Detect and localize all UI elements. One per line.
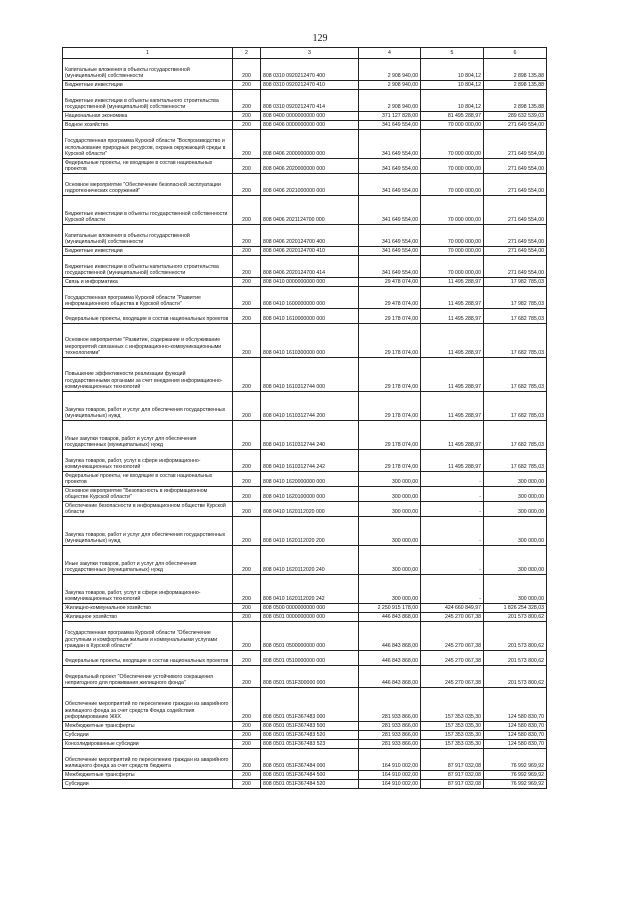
row-budget-code-cell: 808 0410 1620112020 200 <box>261 517 359 546</box>
row-line-code-cell: 200 <box>233 256 261 278</box>
table-row <box>63 666 547 688</box>
table-row <box>63 174 547 196</box>
row-remaining-amount-cell: 201 573 800,62 <box>484 651 547 666</box>
row-remaining-amount-cell: 271 649 554,00 <box>484 196 547 225</box>
row-executed-amount-cell: 70 000 000,00 <box>421 174 484 196</box>
row-budget-code-cell: 808 0501 051F367484 500 <box>261 771 359 780</box>
row-approved-amount-cell: 446 843 868,00 <box>359 622 421 651</box>
row-executed-amount-cell: 11 495 288,97 <box>421 392 484 421</box>
row-executed-amount-cell: - <box>421 487 484 502</box>
row-executed-amount-cell: 11 495 288,97 <box>421 450 484 472</box>
row-remaining-amount-cell: 271 649 554,00 <box>484 121 547 130</box>
table-row <box>63 256 547 278</box>
row-name-cell: Федеральные проекты, не входящие в состав национальных проектов <box>63 159 233 174</box>
row-name-cell: Бюджетные инвестиции <box>63 247 233 256</box>
table-row <box>63 487 547 502</box>
row-budget-code-cell: 808 0406 2020124700 414 <box>261 256 359 278</box>
row-name-cell: Федеральные проекты, не входящие в состав национальных проектов <box>63 472 233 487</box>
row-approved-amount-cell: 341 649 554,00 <box>359 159 421 174</box>
row-remaining-amount-cell: 17 682 785,03 <box>484 358 547 392</box>
row-budget-code-cell: 808 0310 0920212470 414 <box>261 90 359 112</box>
row-budget-code-cell: 808 0406 2021124700 000 <box>261 196 359 225</box>
row-remaining-amount-cell: 201 573 800,62 <box>484 622 547 651</box>
row-approved-amount-cell: 29 178 074,00 <box>359 421 421 450</box>
row-remaining-amount-cell: 124 580 830,70 <box>484 688 547 722</box>
row-line-code-cell: 200 <box>233 604 261 613</box>
row-line-code-cell: 200 <box>233 112 261 121</box>
row-line-code-cell: 200 <box>233 517 261 546</box>
row-executed-amount-cell: 70 000 000,00 <box>421 130 484 159</box>
row-executed-amount-cell: 245 270 067,38 <box>421 622 484 651</box>
row-remaining-amount-cell: 17 682 785,03 <box>484 309 547 324</box>
row-approved-amount-cell: 281 933 866,00 <box>359 688 421 722</box>
row-approved-amount-cell: 446 843 868,00 <box>359 613 421 622</box>
row-budget-code-cell: 808 0410 1620100000 000 <box>261 487 359 502</box>
row-budget-code-cell: 808 0410 1610312744 242 <box>261 450 359 472</box>
row-approved-amount-cell: 29 178 074,00 <box>359 324 421 358</box>
row-name-cell: Консолидированные субсидии <box>63 740 233 749</box>
row-approved-amount-cell: 281 933 866,00 <box>359 740 421 749</box>
row-executed-amount-cell: - <box>421 472 484 487</box>
row-remaining-amount-cell: 17 682 785,03 <box>484 392 547 421</box>
row-approved-amount-cell: 29 478 074,00 <box>359 287 421 309</box>
table-row <box>63 780 547 789</box>
row-budget-code-cell: 808 0501 051F367484 520 <box>261 780 359 789</box>
row-budget-code-cell: 808 0310 0920212470 410 <box>261 81 359 90</box>
table-row <box>63 247 547 256</box>
row-name-cell: Федеральный проект "Обеспечение устойчивого сокращения непригодного для проживания жилищного фонда" <box>63 666 233 688</box>
row-remaining-amount-cell: 271 649 554,00 <box>484 130 547 159</box>
row-approved-amount-cell: 29 178 074,00 <box>359 309 421 324</box>
row-remaining-amount-cell: 271 649 554,00 <box>484 225 547 247</box>
row-name-cell: Бюджетные инвестиции в объекты капитального строительства государственной (муниципальной) собственности <box>63 90 233 112</box>
table-row <box>63 112 547 121</box>
row-line-code-cell: 200 <box>233 278 261 287</box>
row-line-code-cell: 200 <box>233 688 261 722</box>
table-row <box>63 196 547 225</box>
row-approved-amount-cell: 164 910 002,00 <box>359 771 421 780</box>
row-line-code-cell: 200 <box>233 722 261 731</box>
row-executed-amount-cell: 157 353 035,30 <box>421 731 484 740</box>
row-budget-code-cell: 808 0406 2000000000 000 <box>261 130 359 159</box>
row-approved-amount-cell: 300 000,00 <box>359 502 421 517</box>
row-executed-amount-cell: 10 804,12 <box>421 90 484 112</box>
row-approved-amount-cell: 300 000,00 <box>359 575 421 604</box>
row-remaining-amount-cell: 76 992 969,92 <box>484 780 547 789</box>
row-remaining-amount-cell: 300 000,00 <box>484 546 547 575</box>
row-budget-code-cell: 808 0500 0000000000 000 <box>261 604 359 613</box>
row-budget-code-cell: 808 0410 1610312744 000 <box>261 358 359 392</box>
row-line-code-cell: 200 <box>233 472 261 487</box>
row-name-cell: Межбюджетные трансферты <box>63 722 233 731</box>
row-remaining-amount-cell: 1 826 254 328,03 <box>484 604 547 613</box>
table-row <box>63 771 547 780</box>
column-header: 5 <box>421 48 484 59</box>
table-row <box>63 575 547 604</box>
row-approved-amount-cell: 300 000,00 <box>359 546 421 575</box>
table-row <box>63 546 547 575</box>
row-line-code-cell: 200 <box>233 130 261 159</box>
row-budget-code-cell: 808 0410 1610300000 000 <box>261 324 359 358</box>
row-line-code-cell: 200 <box>233 59 261 81</box>
row-remaining-amount-cell: 17 682 785,03 <box>484 324 547 358</box>
row-remaining-amount-cell: 300 000,00 <box>484 472 547 487</box>
budget-execution-table <box>62 47 547 789</box>
row-approved-amount-cell: 29 178 074,00 <box>359 450 421 472</box>
row-budget-code-cell: 808 0410 0000000000 000 <box>261 278 359 287</box>
row-executed-amount-cell: 70 000 000,00 <box>421 247 484 256</box>
row-executed-amount-cell: 11 495 288,97 <box>421 358 484 392</box>
row-name-cell: Жилищно-коммунальное хозяйство <box>63 604 233 613</box>
row-budget-code-cell: 808 0410 1620112020 000 <box>261 502 359 517</box>
row-budget-code-cell: 808 0406 0000000000 000 <box>261 121 359 130</box>
row-approved-amount-cell: 341 649 554,00 <box>359 121 421 130</box>
row-executed-amount-cell: 11 495 288,97 <box>421 324 484 358</box>
row-executed-amount-cell: 10 804,12 <box>421 59 484 81</box>
row-line-code-cell: 200 <box>233 81 261 90</box>
column-header: 6 <box>484 48 547 59</box>
row-approved-amount-cell: 341 649 554,00 <box>359 225 421 247</box>
table-row <box>63 392 547 421</box>
row-approved-amount-cell: 164 910 002,00 <box>359 780 421 789</box>
row-budget-code-cell: 808 0501 051F367483 500 <box>261 722 359 731</box>
row-line-code-cell: 200 <box>233 90 261 112</box>
row-executed-amount-cell: 87 917 032,08 <box>421 780 484 789</box>
table-row <box>63 688 547 722</box>
row-remaining-amount-cell: 201 573 800,62 <box>484 613 547 622</box>
row-executed-amount-cell: 157 353 035,30 <box>421 740 484 749</box>
row-remaining-amount-cell: 271 649 554,00 <box>484 159 547 174</box>
row-line-code-cell: 200 <box>233 121 261 130</box>
row-remaining-amount-cell: 271 649 554,00 <box>484 256 547 278</box>
row-executed-amount-cell: 87 917 032,08 <box>421 749 484 771</box>
column-header: 4 <box>359 48 421 59</box>
row-approved-amount-cell: 371 127 828,00 <box>359 112 421 121</box>
row-approved-amount-cell: 341 649 554,00 <box>359 174 421 196</box>
row-line-code-cell: 200 <box>233 225 261 247</box>
table-row <box>63 740 547 749</box>
row-approved-amount-cell: 341 649 554,00 <box>359 130 421 159</box>
row-remaining-amount-cell: 300 000,00 <box>484 517 547 546</box>
row-line-code-cell: 200 <box>233 502 261 517</box>
row-executed-amount-cell: - <box>421 502 484 517</box>
row-approved-amount-cell: 2 250 915 178,00 <box>359 604 421 613</box>
row-remaining-amount-cell: 271 649 554,00 <box>484 174 547 196</box>
table-row <box>63 604 547 613</box>
table-row <box>63 749 547 771</box>
row-approved-amount-cell: 300 000,00 <box>359 517 421 546</box>
row-executed-amount-cell: 11 495 288,97 <box>421 287 484 309</box>
row-budget-code-cell: 808 0501 051F367483 520 <box>261 731 359 740</box>
row-budget-code-cell: 808 0501 0510000000 000 <box>261 651 359 666</box>
row-remaining-amount-cell: 124 580 830,70 <box>484 722 547 731</box>
row-budget-code-cell: 808 0400 0000000000 000 <box>261 112 359 121</box>
row-executed-amount-cell: 70 000 000,00 <box>421 256 484 278</box>
row-budget-code-cell: 808 0406 2020124700 400 <box>261 225 359 247</box>
row-name-cell: Межбюджетные трансферты <box>63 771 233 780</box>
row-budget-code-cell: 808 0406 2021000000 000 <box>261 174 359 196</box>
row-budget-code-cell: 808 0501 051F367484 000 <box>261 749 359 771</box>
row-approved-amount-cell: 29 178 074,00 <box>359 358 421 392</box>
row-executed-amount-cell: 424 660 849,97 <box>421 604 484 613</box>
row-line-code-cell: 200 <box>233 174 261 196</box>
row-line-code-cell: 200 <box>233 780 261 789</box>
row-executed-amount-cell: - <box>421 575 484 604</box>
row-name-cell: Закупка товаров, работ, услуг в сфере информационно-коммуникационных технологий <box>63 575 233 604</box>
table-row <box>63 278 547 287</box>
row-budget-code-cell: 808 0501 0500000000 000 <box>261 622 359 651</box>
table-row <box>63 613 547 622</box>
row-approved-amount-cell: 341 649 554,00 <box>359 196 421 225</box>
row-executed-amount-cell: 70 000 000,00 <box>421 196 484 225</box>
row-approved-amount-cell: 300 000,00 <box>359 472 421 487</box>
row-executed-amount-cell: 245 270 067,38 <box>421 613 484 622</box>
row-executed-amount-cell: 10 804,12 <box>421 81 484 90</box>
row-remaining-amount-cell: 289 632 539,03 <box>484 112 547 121</box>
row-approved-amount-cell: 341 649 554,00 <box>359 247 421 256</box>
row-name-cell: Закупка товаров, работ и услуг для обеспечения государственных (муниципальных) нужд <box>63 517 233 546</box>
row-remaining-amount-cell: 124 580 830,70 <box>484 731 547 740</box>
row-name-cell: Бюджетные инвестиции в объекты капитального строительства государственной (муниципальной) собственности <box>63 256 233 278</box>
column-header: 2 <box>233 48 261 59</box>
column-header: 1 <box>63 48 233 59</box>
row-executed-amount-cell: 81 495 288,97 <box>421 112 484 121</box>
row-approved-amount-cell: 446 843 868,00 <box>359 651 421 666</box>
row-budget-code-cell: 808 0406 2020124700 410 <box>261 247 359 256</box>
row-line-code-cell: 200 <box>233 749 261 771</box>
row-line-code-cell: 200 <box>233 392 261 421</box>
table-row <box>63 731 547 740</box>
row-remaining-amount-cell: 17 982 785,03 <box>484 278 547 287</box>
row-line-code-cell: 200 <box>233 196 261 225</box>
table-row <box>63 81 547 90</box>
table-row <box>63 472 547 487</box>
row-approved-amount-cell: 29 478 074,00 <box>359 278 421 287</box>
row-approved-amount-cell: 281 933 866,00 <box>359 731 421 740</box>
row-name-cell: Государственная программа Курской области "Развитие информационного общества в Курской области" <box>63 287 233 309</box>
row-name-cell: Субсидии <box>63 731 233 740</box>
row-budget-code-cell: 808 0410 1610312744 200 <box>261 392 359 421</box>
row-line-code-cell: 200 <box>233 309 261 324</box>
row-remaining-amount-cell: 2 898 135,88 <box>484 90 547 112</box>
row-approved-amount-cell: 341 649 554,00 <box>359 256 421 278</box>
row-name-cell: Иные закупки товаров, работ и услуг для обеспечения государственных (муниципальных) нужд <box>63 546 233 575</box>
row-line-code-cell: 200 <box>233 159 261 174</box>
row-remaining-amount-cell: 300 000,00 <box>484 575 547 604</box>
row-name-cell: Основное мероприятие "Развитие, содержание и обслуживание мероприятий связанных с информационно-коммуникационными технологиями" <box>63 324 233 358</box>
row-name-cell: Бюджетные инвестиции <box>63 81 233 90</box>
row-approved-amount-cell: 281 933 866,00 <box>359 722 421 731</box>
row-approved-amount-cell: 2 908 940,00 <box>359 90 421 112</box>
row-name-cell: Государственная программа Курской области "Обеспечение доступным и комфортным жильем и коммунальными услугами граждан в Курской области" <box>63 622 233 651</box>
row-executed-amount-cell: 157 353 035,30 <box>421 722 484 731</box>
row-budget-code-cell: 808 0501 051F367483 000 <box>261 688 359 722</box>
row-line-code-cell: 200 <box>233 731 261 740</box>
row-budget-code-cell: 808 0410 1600000000 000 <box>261 287 359 309</box>
row-approved-amount-cell: 29 178 074,00 <box>359 392 421 421</box>
row-line-code-cell: 200 <box>233 450 261 472</box>
table-row <box>63 651 547 666</box>
row-executed-amount-cell: - <box>421 517 484 546</box>
column-header: 3 <box>261 48 359 59</box>
table-row <box>63 450 547 472</box>
row-remaining-amount-cell: 300 000,00 <box>484 502 547 517</box>
row-name-cell: Субсидии <box>63 780 233 789</box>
row-name-cell: Закупка товаров, работ, услуг в сфере информационно-коммуникационных технологий <box>63 450 233 472</box>
row-budget-code-cell: 808 0501 0000000000 000 <box>261 613 359 622</box>
row-name-cell: Связь и информатика <box>63 278 233 287</box>
row-line-code-cell: 200 <box>233 771 261 780</box>
row-name-cell: Национальная экономика <box>63 112 233 121</box>
row-remaining-amount-cell: 17 682 785,03 <box>484 421 547 450</box>
row-budget-code-cell: 808 0410 1610312744 240 <box>261 421 359 450</box>
row-budget-code-cell: 808 0406 2020000000 000 <box>261 159 359 174</box>
row-remaining-amount-cell: 201 573 800,62 <box>484 666 547 688</box>
row-line-code-cell: 200 <box>233 575 261 604</box>
row-remaining-amount-cell: 300 000,00 <box>484 487 547 502</box>
row-name-cell: Государственная программа Курской области "Воспроизводство и использование природных ресурсов, охрана окружающей среды в Курской области" <box>63 130 233 159</box>
row-name-cell: Основное мероприятие "Обеспечение безопасной эксплуатации гидротехнических сооружений" <box>63 174 233 196</box>
table-row <box>63 502 547 517</box>
row-executed-amount-cell: - <box>421 546 484 575</box>
row-line-code-cell: 200 <box>233 651 261 666</box>
table-header-row <box>63 48 547 59</box>
row-executed-amount-cell: 11 495 288,97 <box>421 309 484 324</box>
row-budget-code-cell: 808 0410 1620112020 240 <box>261 546 359 575</box>
table-row <box>63 722 547 731</box>
row-budget-code-cell: 808 0410 1620112020 242 <box>261 575 359 604</box>
row-name-cell: Водное хозяйство <box>63 121 233 130</box>
table-row <box>63 225 547 247</box>
table-row <box>63 517 547 546</box>
row-executed-amount-cell: 87 917 032,08 <box>421 771 484 780</box>
table-row <box>63 121 547 130</box>
row-approved-amount-cell: 446 843 868,00 <box>359 666 421 688</box>
row-line-code-cell: 200 <box>233 740 261 749</box>
row-remaining-amount-cell: 17 682 785,03 <box>484 450 547 472</box>
row-remaining-amount-cell: 124 580 830,70 <box>484 740 547 749</box>
row-name-cell: Иные закупки товаров, работ и услуг для обеспечения государственных (муниципальных) нужд <box>63 421 233 450</box>
row-budget-code-cell: 808 0501 051F367483 523 <box>261 740 359 749</box>
row-budget-code-cell: 808 0310 0920212470 400 <box>261 59 359 81</box>
row-executed-amount-cell: 245 270 067,38 <box>421 651 484 666</box>
table-row <box>63 287 547 309</box>
row-name-cell: Обеспечение мероприятий по переселению граждан из аварийного жилищного фонда за счет средств Фонда содействия реформированию ЖКХ <box>63 688 233 722</box>
table-row <box>63 421 547 450</box>
row-executed-amount-cell: 70 000 000,00 <box>421 121 484 130</box>
row-name-cell: Капитальные вложения в объекты государственной (муниципальной) собственности <box>63 225 233 247</box>
row-name-cell: Основное мероприятие "Безопасность в информационном обществе Курской области" <box>63 487 233 502</box>
row-executed-amount-cell: 245 270 067,38 <box>421 666 484 688</box>
table-row <box>63 309 547 324</box>
table-row <box>63 130 547 159</box>
row-line-code-cell: 200 <box>233 487 261 502</box>
row-remaining-amount-cell: 2 898 135,88 <box>484 81 547 90</box>
table-row <box>63 324 547 358</box>
row-name-cell: Федеральные проекты, входящие в состав национальных проектов <box>63 309 233 324</box>
row-line-code-cell: 200 <box>233 622 261 651</box>
table-row <box>63 159 547 174</box>
row-line-code-cell: 200 <box>233 358 261 392</box>
row-remaining-amount-cell: 2 898 135,88 <box>484 59 547 81</box>
row-remaining-amount-cell: 76 992 969,92 <box>484 771 547 780</box>
row-remaining-amount-cell: 76 992 969,92 <box>484 749 547 771</box>
row-executed-amount-cell: 70 000 000,00 <box>421 225 484 247</box>
table-row <box>63 358 547 392</box>
row-line-code-cell: 200 <box>233 324 261 358</box>
row-budget-code-cell: 808 0501 051F300000 000 <box>261 666 359 688</box>
table-body <box>63 59 547 789</box>
row-executed-amount-cell: 157 353 035,30 <box>421 688 484 722</box>
row-executed-amount-cell: 11 495 288,97 <box>421 421 484 450</box>
row-line-code-cell: 200 <box>233 666 261 688</box>
table-row <box>63 90 547 112</box>
table-row <box>63 59 547 81</box>
row-remaining-amount-cell: 17 982 785,03 <box>484 287 547 309</box>
row-name-cell: Повышение эффективности реализации функций государственными органами за счет внедрения информационно-коммуникационных технологий <box>63 358 233 392</box>
row-line-code-cell: 200 <box>233 287 261 309</box>
row-approved-amount-cell: 2 908 940,00 <box>359 81 421 90</box>
row-name-cell: Обеспечение безопасности в информационном обществе Курской области <box>63 502 233 517</box>
row-executed-amount-cell: 70 000 000,00 <box>421 159 484 174</box>
row-name-cell: Обеспечение мероприятий по переселению граждан из аварийного жилищного фонда за счет средств бюджета <box>63 749 233 771</box>
row-name-cell: Жилищное хозяйство <box>63 613 233 622</box>
row-name-cell: Бюджетные инвестиции в объекты государственной собственности Курской области <box>63 196 233 225</box>
row-name-cell: Капитальные вложения в объекты государственной (муниципальной) собственности <box>63 59 233 81</box>
row-budget-code-cell: 808 0410 1610000000 000 <box>261 309 359 324</box>
row-approved-amount-cell: 164 910 002,00 <box>359 749 421 771</box>
page-number: 129 <box>312 33 328 44</box>
row-name-cell: Федеральные проекты, входящие в состав национальных проектов <box>63 651 233 666</box>
table-row <box>63 622 547 651</box>
row-line-code-cell: 200 <box>233 613 261 622</box>
row-budget-code-cell: 808 0410 1620000000 000 <box>261 472 359 487</box>
row-name-cell: Закупка товаров, работ и услуг для обеспечения государственных (муниципальных) нужд <box>63 392 233 421</box>
row-approved-amount-cell: 2 908 940,00 <box>359 59 421 81</box>
row-remaining-amount-cell: 271 649 554,00 <box>484 247 547 256</box>
row-approved-amount-cell: 300 000,00 <box>359 487 421 502</box>
row-line-code-cell: 200 <box>233 421 261 450</box>
row-executed-amount-cell: 11 495 288,97 <box>421 278 484 287</box>
row-line-code-cell: 200 <box>233 247 261 256</box>
row-line-code-cell: 200 <box>233 546 261 575</box>
